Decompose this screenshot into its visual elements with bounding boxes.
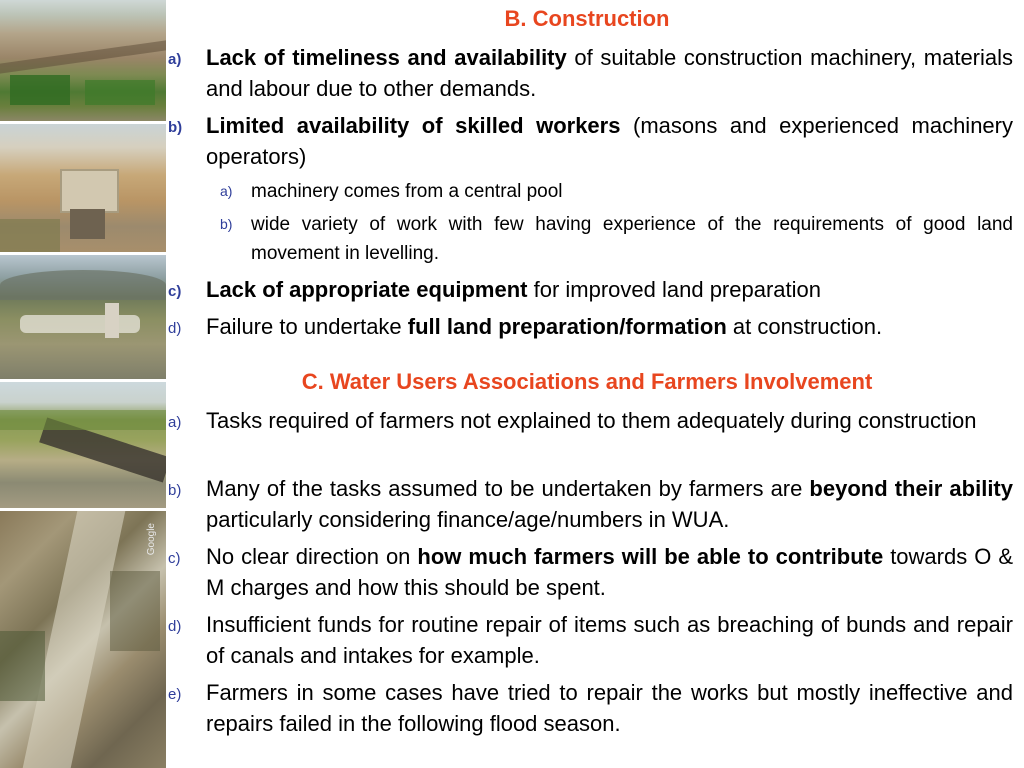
item-text: of suitable construction machinery, materials and labour due to other demands. — [206, 45, 1014, 101]
item-text: for improved land preparation — [527, 277, 821, 302]
list-marker: a) — [168, 414, 182, 431]
item-text: particularly considering finance/age/numbers in WUA. — [206, 507, 730, 532]
item-text: towards O & M charges and how this should be spent. — [206, 544, 1013, 600]
list-marker: b) — [168, 119, 183, 136]
section-b-subitem-a — [220, 177, 1013, 206]
subitem-text: machinery comes from a central pool — [251, 181, 563, 202]
sublist-marker: b) — [220, 216, 233, 232]
section-c-heading: C. Water Users Associations and Farmers Involvement — [301, 369, 873, 394]
item-text: Farmers in some cases have tried to repair the works but mostly ineffective and repairs failed in the following flood season. — [206, 680, 1013, 736]
section-b-heading: B. Construction — [504, 6, 670, 31]
list-marker: d) — [168, 320, 182, 337]
irrigation-landscape-photo — [0, 0, 166, 121]
item-text: Failure to undertake — [206, 314, 408, 339]
item-bold-text: full land preparation/formation — [407, 314, 727, 339]
sublist-marker: a) — [220, 183, 233, 199]
list-marker: c) — [168, 550, 181, 567]
section-c-item-a — [168, 405, 1013, 436]
item-bold-text: Lack of timeliness and availability — [206, 45, 567, 70]
item-text: (masons and experienced machinery operators) — [206, 113, 1013, 169]
item-bold-text: beyond their ability — [809, 476, 1013, 501]
list-marker: e) — [168, 686, 182, 703]
list-marker: d) — [168, 618, 182, 635]
list-marker: c) — [168, 283, 182, 300]
section-c-item-e — [168, 677, 1013, 739]
concrete-structure-photo — [0, 124, 166, 252]
section-c-item-d — [168, 609, 1013, 671]
google-watermark: Google — [146, 523, 157, 556]
gabion-wall-photo — [0, 382, 166, 508]
farmers-meeting-photo — [0, 255, 166, 379]
photo-strip — [0, 0, 166, 768]
item-text: Tasks required of farmers not explained to them adequately during construction — [206, 408, 977, 433]
list-marker: b) — [168, 482, 182, 499]
item-text: Many of the tasks assumed to be undertaken by farmers are — [206, 476, 810, 501]
item-text: at construction. — [726, 314, 883, 339]
section-b-subitem-b — [220, 210, 1013, 268]
section-b-item-c — [168, 274, 1013, 305]
subitem-text: wide variety of work with few having experience of the requirements of good land movement in levelling. — [251, 214, 1013, 264]
item-bold-text: Lack of appropriate equipment — [206, 277, 528, 302]
section-c-item-c — [168, 541, 1013, 603]
section-b-item-b — [168, 110, 1013, 172]
satellite-view-photo — [0, 511, 166, 768]
item-text: No clear direction on — [206, 544, 418, 569]
list-marker: a) — [168, 51, 182, 68]
section-b-item-a — [168, 42, 1014, 104]
item-bold-text: how much farmers will be able to contribute — [417, 544, 884, 569]
section-c-item-b — [168, 473, 1013, 535]
item-bold-text: Limited availability of skilled workers — [206, 113, 621, 138]
slide-content — [166, 0, 1024, 768]
section-b-item-d — [168, 311, 1013, 342]
item-text: Insufficient funds for routine repair of items such as breaching of bunds and repair of canals and intakes for example. — [206, 612, 1013, 668]
